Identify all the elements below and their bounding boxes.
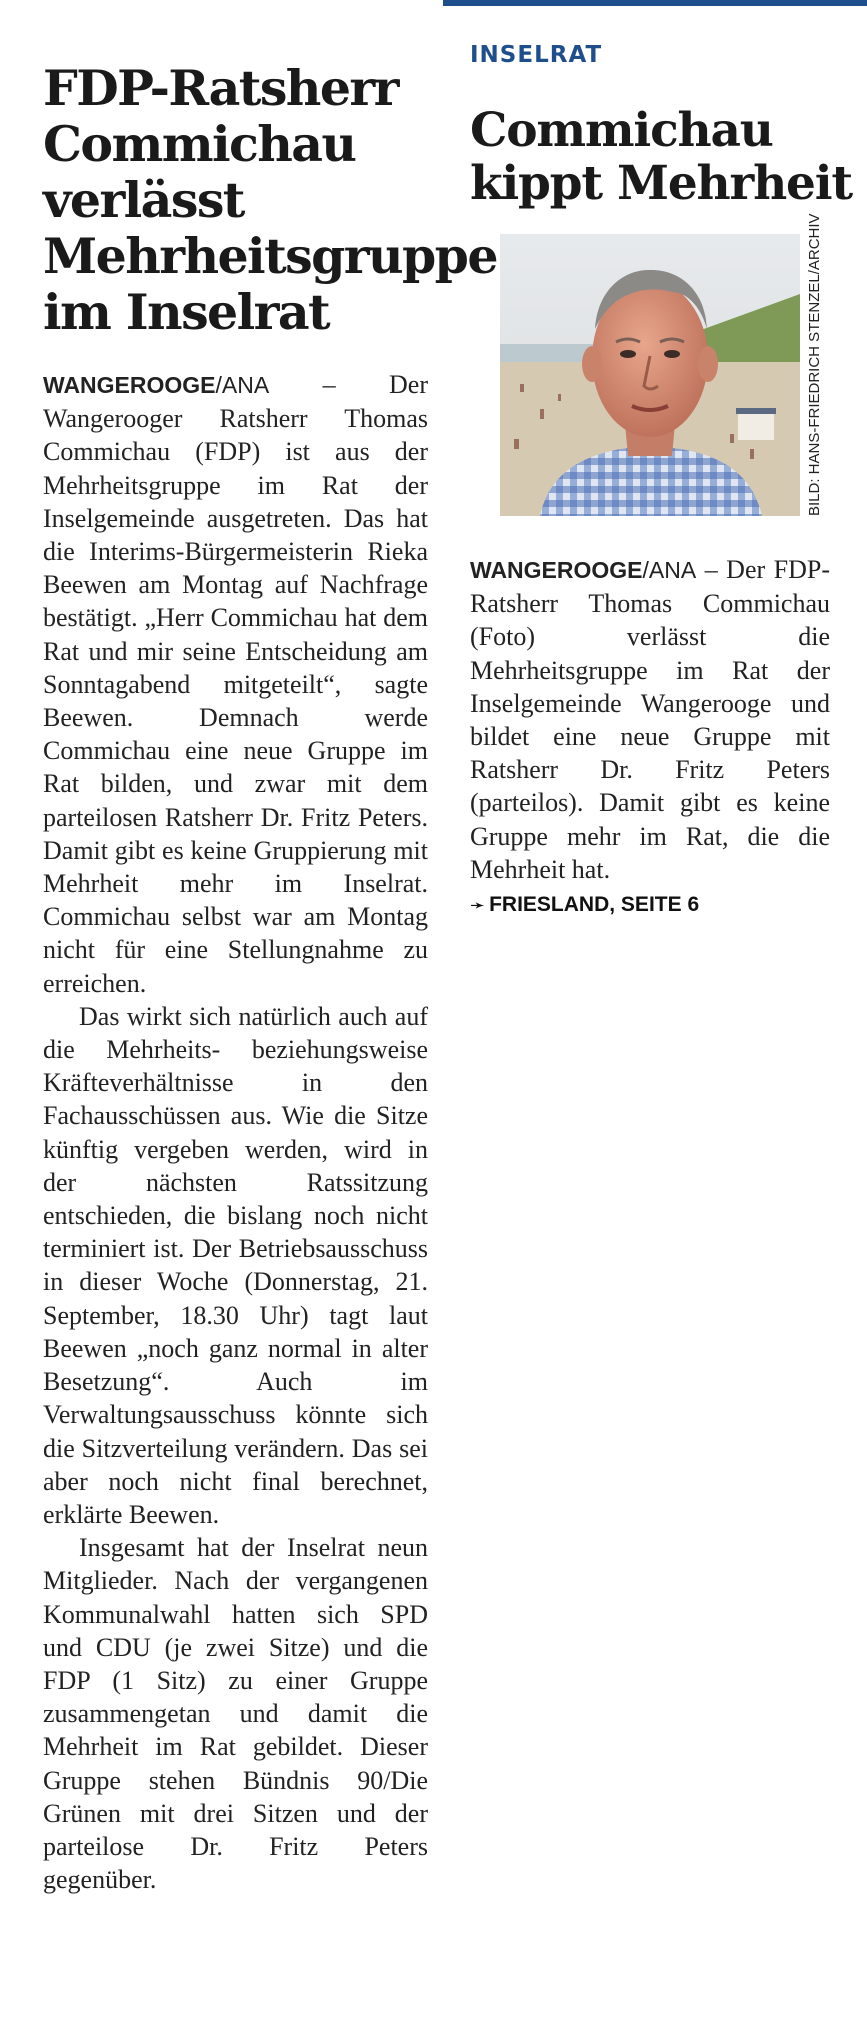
right-dateline: WANGEROOGE [470, 557, 643, 583]
top-rule [443, 0, 867, 6]
photo-credit [806, 213, 830, 516]
right-headline: Commichau kippt Mehrheit [470, 103, 852, 211]
left-paragraph-3: Insgesamt hat der Inselrat neun Mitglieder. Nach der vergangenen Kommunalwahl hatten sich SPD und CDU (je zwei Sitze) und die FDP (1 Sitz) zu einer Gruppe zusammengetan und damit die Mehrheit im Rat gebildet. Dieser Gruppe stehen Bündnis 90/Die Grünen mit drei Sitzen und der parteilose Dr. Fritz Peters gegenüber. [43, 1533, 428, 1895]
left-headline: FDP-Ratsherr Commichau verlässt Mehrheitsgruppe im Inselrat [43, 59, 497, 341]
left-paragraph-2: Das wirkt sich natürlich auch auf die Mehrheits- beziehungsweise Kräfteverhältnisse in den Fachausschüssen aus. Wie die Sitze künftig vergeben werden, wird in der nächsten Ratssitzung entschieden, die bislang noch nicht terminiert ist. Der Betriebsausschuss in dieser Woche (Donnerstag, 21. September, 18.30 Uhr) tagt laut Beewen „noch ganz normal in alter Besetzung“. Auch im Verwaltungsausschuss könnte sich die Sitzverteilung verändern. Das sei aber noch nicht final berechnet, erklärte Beewen. [43, 1001, 428, 1529]
left-dateline: WANGEROOGE [43, 372, 216, 398]
right-teaser-body: – Der FDP-Ratsherr Thomas Commichau (Foto) verlässt die Mehrheitsgruppe im Rat der Inselgemeinde Wangerooge und bildet eine neue Gruppe mit Ratsherr Dr. Fritz Peters (parteilos). Damit gibt es keine Gruppe mehr im Rat, die die Mehrheit hat. [470, 555, 830, 884]
arrow-icon: ➛ [470, 895, 486, 917]
portrait-photo [500, 234, 800, 516]
right-teaser-text [470, 553, 830, 886]
page-reference-link[interactable] [470, 888, 830, 922]
left-agency: /ANA [215, 372, 270, 398]
right-kicker: INSELRAT [470, 42, 603, 68]
photo-credit-text: BILD: HANS-FRIEDRICH STENZEL/ARCHIV [806, 213, 823, 516]
left-article-body [43, 368, 428, 1896]
page-reference-label: FRIESLAND, SEITE 6 [489, 893, 700, 917]
right-agency: /ANA [642, 557, 697, 583]
left-paragraph-1-text: – Der Wangerooger Ratsherr Thomas Commichau (FDP) ist aus der Mehrheitsgruppe im Rat der Inselgemeinde ausgetreten. Das hat die Interims-Bürgermeisterin Rieka Beewen am Montag auf Nachfrage bestätigt. „Herr Commichau hat dem Rat und mir seine Entscheidung am Sonntagabend mitgeteilt“, sagte Beewen. Demnach werde Commichau eine neue Gruppe im Rat bilden, und zwar mit dem parteilosen Ratsherr Dr. Fritz Peters. Damit gibt es keine Gruppierung mit Mehrheit mehr im Inselrat. Commichau selbst war am Montag nicht für eine Stellungnahme zu erreichen. [43, 370, 428, 998]
right-teaser [470, 553, 830, 922]
left-article [43, 59, 497, 1896]
left-paragraph-1 [43, 368, 428, 1000]
